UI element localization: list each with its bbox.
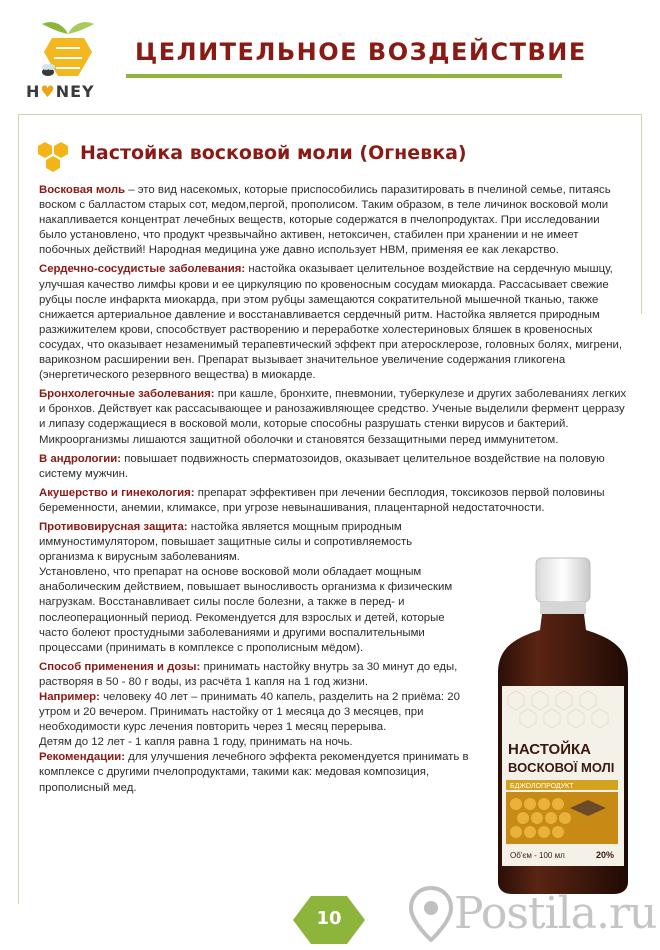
paragraph-anabolic: Установлено, что препарат на основе восковой моли обладает мощным анаболическим действием, повышает выносливость организма к физическим нагрузкам. Восстанавливает силы после болезни, а также в перед- и послеоперационный период. Рекомендуется для взрослых и детей, которые часто болеют простудными заболеваниями и другими воспалительными процессами (принимать в комплексе с прополисным мёдом).	[39, 566, 453, 654]
page-number: 10	[316, 908, 342, 929]
frame-top-line	[18, 114, 642, 115]
paragraph-cardio: Сердечно-сосудистые заболевания: настойка оказывает целительное воздействие на сердечную мышцу, улучшая качество лимфы крови и ее циркуляцию по кровеносным сосудам миокарда. Рассасывает свежие рубцы после инфаркта миокарда, при этом рубцы замещаются сократительной мышечной тканью, также снижается артериальное давление и восстанавливается сердечный ритм. Настойка является природным разжижителем крови, способствует растворению и переработке холестериновых бляшек в кровеносных сосудах, что оказывает незаменимый терапевтический эффект при атеросклерозе, головных болях, мигрени, варикозном расширении вен. Препарат вызывает значительное увеличение содержания гликогена (энергетического резервного вещества) в миокарде.	[39, 263, 623, 382]
keyword: Восковая моль	[39, 184, 126, 196]
paragraph-usage: Способ применения и дозы: принимать настойку внутрь за 30 минут до еды, растворяя в 50 - 80 г воды, из расчёта 1 капля на 1 год жизни.	[39, 660, 458, 688]
page-title: ЦЕЛИТЕЛЬНОЕ ВОЗДЕЙСТВИЕ	[135, 38, 587, 66]
paragraph-recommend: Рекомендации: для улучшения лечебного эффекта рекомендуется принимать в комплексе с другими пчелопродуктами, такими как: медовая композиция, прополисный мед.	[39, 751, 469, 794]
paragraph-example: Например: человеку 40 лет – принимать 40 капель, разделить на 2 приёма: 20 утром и 20 вечером. Принимать настойку от 1 месяца до 3 месяцев, при необходимости курс лечения повторить через 1 месяц перерыва.	[39, 691, 460, 734]
keyword: Противовирусная защита:	[39, 520, 188, 533]
frame-left-line	[18, 114, 19, 904]
bottle-percent: 20%	[596, 850, 615, 860]
keyword: Бронхолегочные заболевания:	[39, 388, 215, 401]
paragraph-broncho: Бронхолегочные заболевания: при кашле, бронхите, пневмонии, туберкулезе и других заболеваниях легких и бронхов. Действует как рассасывающее и ранозаживляющее средство. Ученые выделили фермент церразу и липазу содержащиеся в восковой моли, которые способны разрушать стенки вирусов и бактерий. Микроорганизмы лишаются защитной оболочки и становятся беззащитными перед иммунитетом.	[39, 388, 627, 446]
title-underline	[126, 74, 562, 78]
bottle-volume: Об'єм - 100 мл	[510, 851, 565, 860]
bottle-label-line2: ВОСКОВОЇ МОЛІ	[508, 760, 615, 775]
paragraph-obstetrics: Акушерство и гинекология: препарат эффективен при лечении бесплодия, токсикозов первой половины беременности, анемии, климаксе, при угрозе невынашивания, плацентарной недостаточности.	[39, 486, 605, 514]
keyword: В андрологии:	[39, 452, 122, 465]
keyword: Рекомендации:	[39, 751, 126, 764]
bottle-subtitle: БДЖОЛОПРОДУКТ	[510, 783, 574, 790]
watermark-text: Postila.ru	[454, 888, 657, 939]
keyword: Сердечно-сосудистые заболевания:	[39, 263, 246, 276]
watermark-pin-icon	[408, 886, 454, 942]
logo-wordmark: H♥NEY	[26, 82, 95, 101]
honeycomb-icon	[36, 140, 72, 174]
frame-right-line	[641, 114, 642, 314]
paragraph-andrology: В андрологии: повышает подвижность сперматозоидов, оказывает целительное воздействие на половую систему мужчин.	[39, 452, 605, 480]
paragraph-antiviral: Противовирусная защита: настойка является мощным природным иммуностимулятором, повышает защитные силы и сопротивляемость организма к вирусным заболеваниям.	[39, 520, 413, 564]
keyword: Акушерство и гинекология:	[39, 486, 195, 499]
page-header	[0, 0, 660, 112]
tincture-bottle-image	[478, 556, 646, 896]
keyword: Например:	[39, 691, 100, 703]
paragraph-intro: Восковая моль – это вид насекомых, которые приспособились паразитировать в пчелиной семье, питаясь воском с балластом старых сот, медом,пергой, прополисом. Таким образом, в теле личинок восковой моли накапливается концентрат лечебных веществ, которые содержатся в пчелопродуктах. При исследовании было установлено, что продукт чрезвычайно активен, нетоксичен, стабилен при хранении и не имеет побочных действий! Народная медицина уже давно использует НВМ, применяя ее как лекарство.	[39, 184, 611, 257]
paragraph-children: Детям до 12 лет - 1 капля равна 1 году, принимать на ночь.	[39, 736, 353, 749]
section-title: Настойка восковой моли (Огневка)	[80, 142, 467, 164]
narrow-column	[39, 520, 469, 796]
bottle-label-line1: НАСТОЙКА	[508, 741, 591, 758]
keyword: Способ применения и дозы:	[39, 660, 201, 673]
